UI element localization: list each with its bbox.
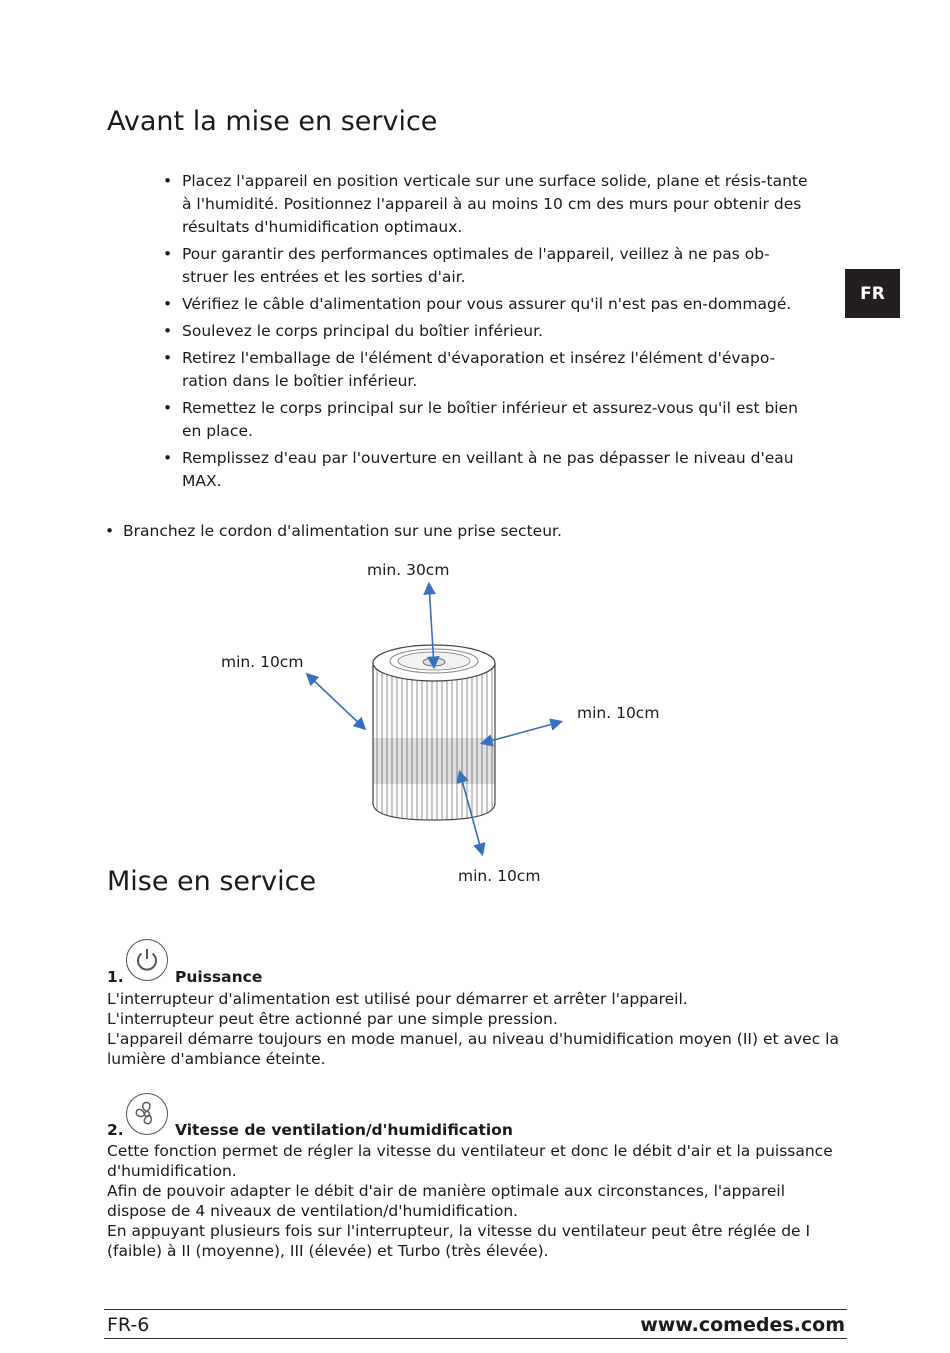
paragraph: En appuyant plusieurs fois sur l'interrupteur, la vitesse du ventilateur peut être réglée de I (faible) à II (moyenne), III (élevée) et Turbo (très élevée). (107, 1222, 811, 1260)
clearance-label-right: min. 10cm (577, 704, 660, 722)
item-2-text (107, 1141, 847, 1261)
item-1-heading (107, 968, 263, 986)
item-2-title: Vitesse de ventilation/d'humidification (175, 1121, 513, 1139)
item-1-number: 1. (107, 968, 124, 986)
paragraph: L'interrupteur d'alimentation est utilisé pour démarrer et arrêter l'appareil. (107, 990, 688, 1008)
paragraph: Cette fonction permet de régler la vitesse du ventilateur et donc le débit d'air et la puissance d'humidification. (107, 1142, 833, 1180)
list-item: • Placez l'appareil en position verticale sur une surface solide, plane et résis-tante à l'humidité. Positionnez l'appareil à au moins 10 cm des murs pour obtenir des résultats d'humidification optimaux. (163, 170, 813, 239)
list-item: • Remettez le corps principal sur le boîtier inférieur et assurez-vous qu'il est bien en place. (163, 397, 813, 443)
power-icon (126, 939, 168, 981)
list-item: • Branchez le cordon d'alimentation sur une prise secteur. (105, 520, 562, 543)
page-number: FR-6 (107, 1314, 150, 1336)
footer-rule-top (104, 1309, 847, 1310)
list-item: • Remplissez d'eau par l'ouverture en veillant à ne pas dépasser le niveau d'eau MAX. (163, 447, 813, 493)
clearance-diagram (200, 555, 660, 895)
clearance-label-top: min. 30cm (367, 561, 450, 579)
website-link[interactable]: www.comedes.com (640, 1314, 845, 1336)
list-item: • Retirez l'emballage de l'élément d'évaporation et insérez l'élément d'évapo-ration dans le boîtier inférieur. (163, 347, 813, 393)
arrow-left (308, 675, 364, 728)
list-item: • Soulevez le corps principal du boîtier inférieur. (163, 320, 813, 343)
section-title-before-use: Avant la mise en service (107, 106, 438, 137)
paragraph: L'appareil démarre toujours en mode manuel, au niveau d'humidification moyen (II) et avec la lumière d'ambiance éteinte. (107, 1030, 839, 1068)
item-1-title: Puissance (175, 968, 263, 986)
item-1-text (107, 989, 847, 1069)
item-2-heading (107, 1121, 513, 1139)
footer-rule-bottom (104, 1338, 847, 1339)
clearance-label-left: min. 10cm (221, 653, 304, 671)
paragraph: Afin de pouvoir adapter le débit d'air de manière optimale aux circonstances, l'appareil dispose de 4 niveaux de ventilation/d'humidification. (107, 1182, 786, 1220)
setup-bullet-list (163, 170, 813, 497)
fan-icon (126, 1093, 168, 1135)
list-item: • Vérifiez le câble d'alimentation pour vous assurer qu'il n'est pas en-dommagé. (163, 293, 813, 316)
item-2-number: 2. (107, 1121, 124, 1139)
humidifier-illustration (200, 555, 620, 895)
language-tab: FR (845, 269, 900, 318)
section-title-operation: Mise en service (107, 866, 317, 897)
list-item: • Pour garantir des performances optimales de l'appareil, veillez à ne pas ob-struer les entrées et les sorties d'air. (163, 243, 813, 289)
paragraph: L'interrupteur peut être actionné par une simple pression. (107, 1010, 558, 1028)
clearance-label-bottom: min. 10cm (458, 867, 541, 885)
